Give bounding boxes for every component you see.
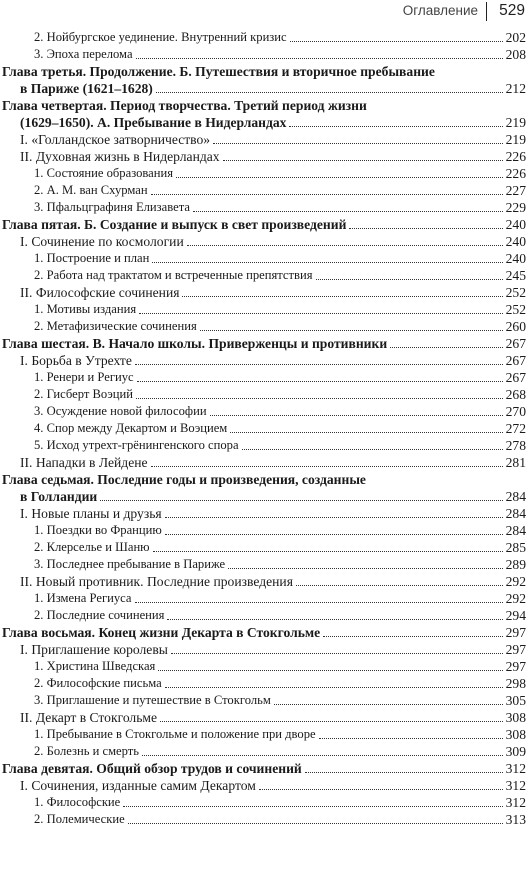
toc-entry[interactable] bbox=[0, 743, 528, 760]
toc-entry[interactable] bbox=[0, 760, 528, 777]
toc-entry-title: 2. Работа над трактатом и встреченные препятствия bbox=[34, 267, 313, 282]
toc-entry-title: Глава восьмая. Конец жизни Декарта в Стокгольме bbox=[2, 624, 321, 640]
toc-entry[interactable] bbox=[0, 148, 528, 165]
toc-entry[interactable] bbox=[0, 352, 528, 369]
toc-entry-title: II. Декарт в Стокгольме bbox=[20, 709, 158, 725]
table-of-contents bbox=[0, 29, 528, 828]
dot-leader bbox=[390, 347, 503, 348]
toc-entry-page: 298 bbox=[505, 675, 526, 691]
toc-entry[interactable] bbox=[0, 777, 528, 794]
toc-entry-page: 267 bbox=[505, 369, 526, 385]
toc-entry-page: 229 bbox=[505, 199, 526, 215]
toc-entry[interactable] bbox=[0, 369, 528, 386]
toc-entry-page: 270 bbox=[505, 403, 526, 419]
toc-entry-page: 284 bbox=[505, 522, 526, 538]
toc-entry-page: 268 bbox=[505, 386, 526, 402]
toc-entry-title: II. Новый противник. Последние произведения bbox=[20, 573, 293, 589]
dot-leader bbox=[230, 432, 503, 433]
dot-leader bbox=[349, 228, 503, 229]
dot-leader bbox=[167, 619, 503, 620]
dot-leader bbox=[289, 126, 503, 127]
toc-entry-page: 312 bbox=[505, 794, 526, 810]
toc-entry-page: 312 bbox=[505, 777, 526, 793]
toc-entry[interactable] bbox=[0, 556, 528, 573]
toc-entry[interactable] bbox=[0, 539, 528, 556]
toc-entry[interactable] bbox=[0, 335, 528, 352]
toc-entry-page: 219 bbox=[505, 131, 526, 147]
toc-entry-title: 2. Последние сочинения bbox=[34, 607, 165, 622]
dot-leader bbox=[323, 636, 503, 637]
toc-entry[interactable] bbox=[0, 114, 528, 131]
toc-entry[interactable] bbox=[0, 63, 528, 80]
toc-entry[interactable] bbox=[0, 624, 528, 641]
dot-leader bbox=[137, 381, 503, 382]
dot-leader bbox=[100, 500, 503, 501]
toc-entry-title: 3. Приглашение и путешествие в Стокгольм bbox=[34, 692, 271, 707]
toc-entry-page: 281 bbox=[505, 454, 526, 470]
toc-entry-page: 240 bbox=[505, 250, 526, 266]
toc-entry-page: 292 bbox=[505, 590, 526, 606]
toc-entry[interactable] bbox=[0, 80, 528, 97]
toc-entry[interactable] bbox=[0, 675, 528, 692]
toc-entry-title: 2. Болезнь и смерть bbox=[34, 743, 140, 758]
running-header bbox=[0, 0, 528, 26]
toc-entry-title: 1. Построение и план bbox=[34, 250, 150, 265]
toc-entry[interactable] bbox=[0, 420, 528, 437]
toc-entry-page: 312 bbox=[505, 760, 526, 776]
toc-entry[interactable] bbox=[0, 505, 528, 522]
dot-leader bbox=[135, 602, 503, 603]
toc-entry[interactable] bbox=[0, 522, 528, 539]
dot-leader bbox=[213, 143, 503, 144]
toc-entry[interactable] bbox=[0, 607, 528, 624]
toc-entry-title: 5. Исход утрехт-грёнингенского спора bbox=[34, 437, 239, 452]
toc-entry[interactable] bbox=[0, 250, 528, 267]
toc-entry[interactable] bbox=[0, 794, 528, 811]
dot-leader bbox=[187, 245, 503, 246]
toc-entry[interactable] bbox=[0, 301, 528, 318]
toc-entry-page: 278 bbox=[505, 437, 526, 453]
toc-entry-title: 3. Пфальцграфиня Елизавета bbox=[34, 199, 190, 214]
toc-entry-title: 2. Философские письма bbox=[34, 675, 162, 690]
dot-leader bbox=[319, 738, 503, 739]
dot-leader bbox=[223, 160, 503, 161]
dot-leader bbox=[259, 789, 503, 790]
toc-entry-title: II. Нападки в Лейдене bbox=[20, 454, 148, 470]
toc-entry-title: 3. Осуждение новой философии bbox=[34, 403, 207, 418]
dot-leader bbox=[290, 41, 503, 42]
toc-entry-title: II. Духовная жизнь в Нидерландах bbox=[20, 148, 220, 164]
dot-leader bbox=[152, 262, 503, 263]
toc-entry-page: 285 bbox=[505, 539, 526, 555]
toc-entry-page: 313 bbox=[505, 811, 526, 827]
page-number: 529 bbox=[499, 2, 525, 19]
toc-entry[interactable] bbox=[0, 709, 528, 726]
dot-leader bbox=[274, 704, 503, 705]
toc-entry-title: I. Сочинения, изданные самим Декартом bbox=[20, 777, 256, 793]
toc-entry-title: I. Борьба в Утрехте bbox=[20, 352, 132, 368]
toc-entry-page: 289 bbox=[505, 556, 526, 572]
toc-entry-page: 284 bbox=[505, 488, 526, 504]
dot-leader bbox=[242, 449, 503, 450]
toc-entry-page: 309 bbox=[505, 743, 526, 759]
header-divider bbox=[486, 2, 488, 21]
toc-entry[interactable] bbox=[0, 182, 528, 199]
dot-leader bbox=[210, 415, 503, 416]
toc-entry-title: 1. Измена Региуса bbox=[34, 590, 132, 605]
toc-entry[interactable] bbox=[0, 216, 528, 233]
toc-entry[interactable] bbox=[0, 403, 528, 420]
toc-entry[interactable] bbox=[0, 590, 528, 607]
toc-entry-page: 284 bbox=[505, 505, 526, 521]
toc-entry[interactable] bbox=[0, 46, 528, 63]
toc-entry-title: 2. Гисберт Воэций bbox=[34, 386, 133, 401]
dot-leader bbox=[296, 585, 503, 586]
dot-leader bbox=[182, 296, 503, 297]
dot-leader bbox=[142, 755, 503, 756]
toc-entry-page: 226 bbox=[505, 165, 526, 181]
toc-entry[interactable] bbox=[0, 726, 528, 743]
toc-entry[interactable] bbox=[0, 29, 528, 46]
toc-entry[interactable] bbox=[0, 471, 528, 488]
dot-leader bbox=[193, 211, 503, 212]
toc-entry-page: 267 bbox=[505, 352, 526, 368]
toc-entry[interactable] bbox=[0, 267, 528, 284]
toc-entry-title: 2. Полемические bbox=[34, 811, 125, 826]
toc-entry-page: 240 bbox=[505, 233, 526, 249]
toc-entry[interactable] bbox=[0, 641, 528, 658]
toc-entry[interactable] bbox=[0, 488, 528, 505]
toc-entry-page: 252 bbox=[505, 284, 526, 300]
dot-leader bbox=[160, 721, 503, 722]
toc-entry-title: 1. Ренери и Региус bbox=[34, 369, 134, 384]
toc-entry-title: (1629–1650). А. Пребывание в Нидерландах bbox=[20, 114, 287, 130]
dot-leader bbox=[151, 194, 503, 195]
toc-entry-page: 240 bbox=[505, 216, 526, 232]
dot-leader bbox=[135, 364, 503, 365]
toc-entry-title: 2. Нойбургское уединение. Внутренний кризис bbox=[34, 29, 287, 44]
toc-entry[interactable] bbox=[0, 131, 528, 148]
toc-entry-title: 2. Метафизические сочинения bbox=[34, 318, 197, 333]
toc-entry-title: Глава пятая. Б. Создание и выпуск в свет произведений bbox=[2, 216, 347, 232]
toc-entry[interactable] bbox=[0, 318, 528, 335]
toc-entry-title: 1. Мотивы издания bbox=[34, 301, 137, 316]
toc-entry-page: 202 bbox=[505, 29, 526, 45]
toc-entry-title: 3. Последнее пребывание в Париже bbox=[34, 556, 226, 571]
dot-leader bbox=[153, 551, 503, 552]
dot-leader bbox=[305, 772, 503, 773]
toc-entry-page: 226 bbox=[505, 148, 526, 164]
toc-entry[interactable] bbox=[0, 811, 528, 828]
toc-entry-page: 252 bbox=[505, 301, 526, 317]
dot-leader bbox=[136, 398, 503, 399]
toc-entry-title: 1. Философские bbox=[34, 794, 121, 809]
toc-entry-page: 308 bbox=[505, 726, 526, 742]
toc-entry-page: 260 bbox=[505, 318, 526, 334]
toc-entry-title: 3. Эпоха перелома bbox=[34, 46, 133, 61]
toc-entry-title: Глава девятая. Общий обзор трудов и сочинений bbox=[2, 760, 302, 776]
dot-leader bbox=[200, 330, 503, 331]
toc-entry-page: 272 bbox=[505, 420, 526, 436]
toc-entry-page: 297 bbox=[505, 641, 526, 657]
dot-leader bbox=[171, 653, 503, 654]
toc-entry-page: 308 bbox=[505, 709, 526, 725]
toc-entry-title: Глава четвертая. Период творчества. Третий период жизни bbox=[2, 97, 367, 113]
toc-entry[interactable] bbox=[0, 573, 528, 590]
dot-leader bbox=[139, 313, 503, 314]
dot-leader bbox=[165, 687, 503, 688]
toc-entry-title: Глава шестая. В. Начало школы. Приверженцы и противники bbox=[2, 335, 388, 351]
toc-entry-title: 4. Спор между Декартом и Воэцием bbox=[34, 420, 228, 435]
toc-entry-page: 297 bbox=[505, 624, 526, 640]
toc-entry-title: I. «Голландское затворничество» bbox=[20, 131, 211, 147]
toc-entry-title: 1. Поездки во Францию bbox=[34, 522, 162, 537]
toc-entry-title: 1. Состояние образования bbox=[34, 165, 174, 180]
toc-entry[interactable] bbox=[0, 437, 528, 454]
toc-entry-title: в Голландии bbox=[20, 488, 98, 504]
toc-entry-title: в Париже (1621–1628) bbox=[20, 80, 153, 96]
toc-entry-page: 245 bbox=[505, 267, 526, 283]
toc-entry[interactable] bbox=[0, 386, 528, 403]
dot-leader bbox=[228, 568, 503, 569]
dot-leader bbox=[136, 58, 503, 59]
toc-entry-page: 212 bbox=[505, 80, 526, 96]
dot-leader bbox=[128, 823, 503, 824]
running-header-title: Оглавление bbox=[402, 3, 478, 18]
dot-leader bbox=[316, 279, 503, 280]
dot-leader bbox=[158, 670, 503, 671]
toc-entry-title: I. Приглашение королевы bbox=[20, 641, 168, 657]
toc-entry-page: 227 bbox=[505, 182, 526, 198]
toc-entry[interactable] bbox=[0, 97, 528, 114]
toc-entry-page: 267 bbox=[505, 335, 526, 351]
dot-leader bbox=[156, 92, 503, 93]
toc-entry[interactable] bbox=[0, 284, 528, 301]
dot-leader bbox=[123, 806, 503, 807]
toc-entry-page: 294 bbox=[505, 607, 526, 623]
toc-entry[interactable] bbox=[0, 454, 528, 471]
toc-entry-page: 297 bbox=[505, 658, 526, 674]
dot-leader bbox=[176, 177, 503, 178]
dot-leader bbox=[151, 466, 503, 467]
toc-entry-title: 2. А. М. ван Схурман bbox=[34, 182, 148, 197]
toc-entry-page: 208 bbox=[505, 46, 526, 62]
toc-entry-title: I. Сочинение по космологии bbox=[20, 233, 184, 249]
toc-entry-title: Глава седьмая. Последние годы и произведения, созданные bbox=[2, 471, 366, 487]
toc-entry-title: 1. Пребывание в Стокгольме и положение при дворе bbox=[34, 726, 316, 741]
dot-leader bbox=[165, 534, 503, 535]
toc-entry-title: II. Философские сочинения bbox=[20, 284, 180, 300]
toc-entry-title: 2. Клерселье и Шаню bbox=[34, 539, 150, 554]
toc-entry[interactable] bbox=[0, 165, 528, 182]
toc-entry-page: 292 bbox=[505, 573, 526, 589]
toc-entry-title: 1. Христина Шведская bbox=[34, 658, 156, 673]
toc-entry[interactable] bbox=[0, 233, 528, 250]
dot-leader bbox=[165, 517, 503, 518]
toc-entry[interactable] bbox=[0, 658, 528, 675]
toc-entry[interactable] bbox=[0, 692, 528, 709]
toc-entry-page: 305 bbox=[505, 692, 526, 708]
toc-entry-title: I. Новые планы и друзья bbox=[20, 505, 162, 521]
toc-entry-title: Глава третья. Продолжение. Б. Путешествия и вторичное пребывание bbox=[2, 63, 435, 79]
toc-entry-page: 219 bbox=[505, 114, 526, 130]
toc-entry[interactable] bbox=[0, 199, 528, 216]
